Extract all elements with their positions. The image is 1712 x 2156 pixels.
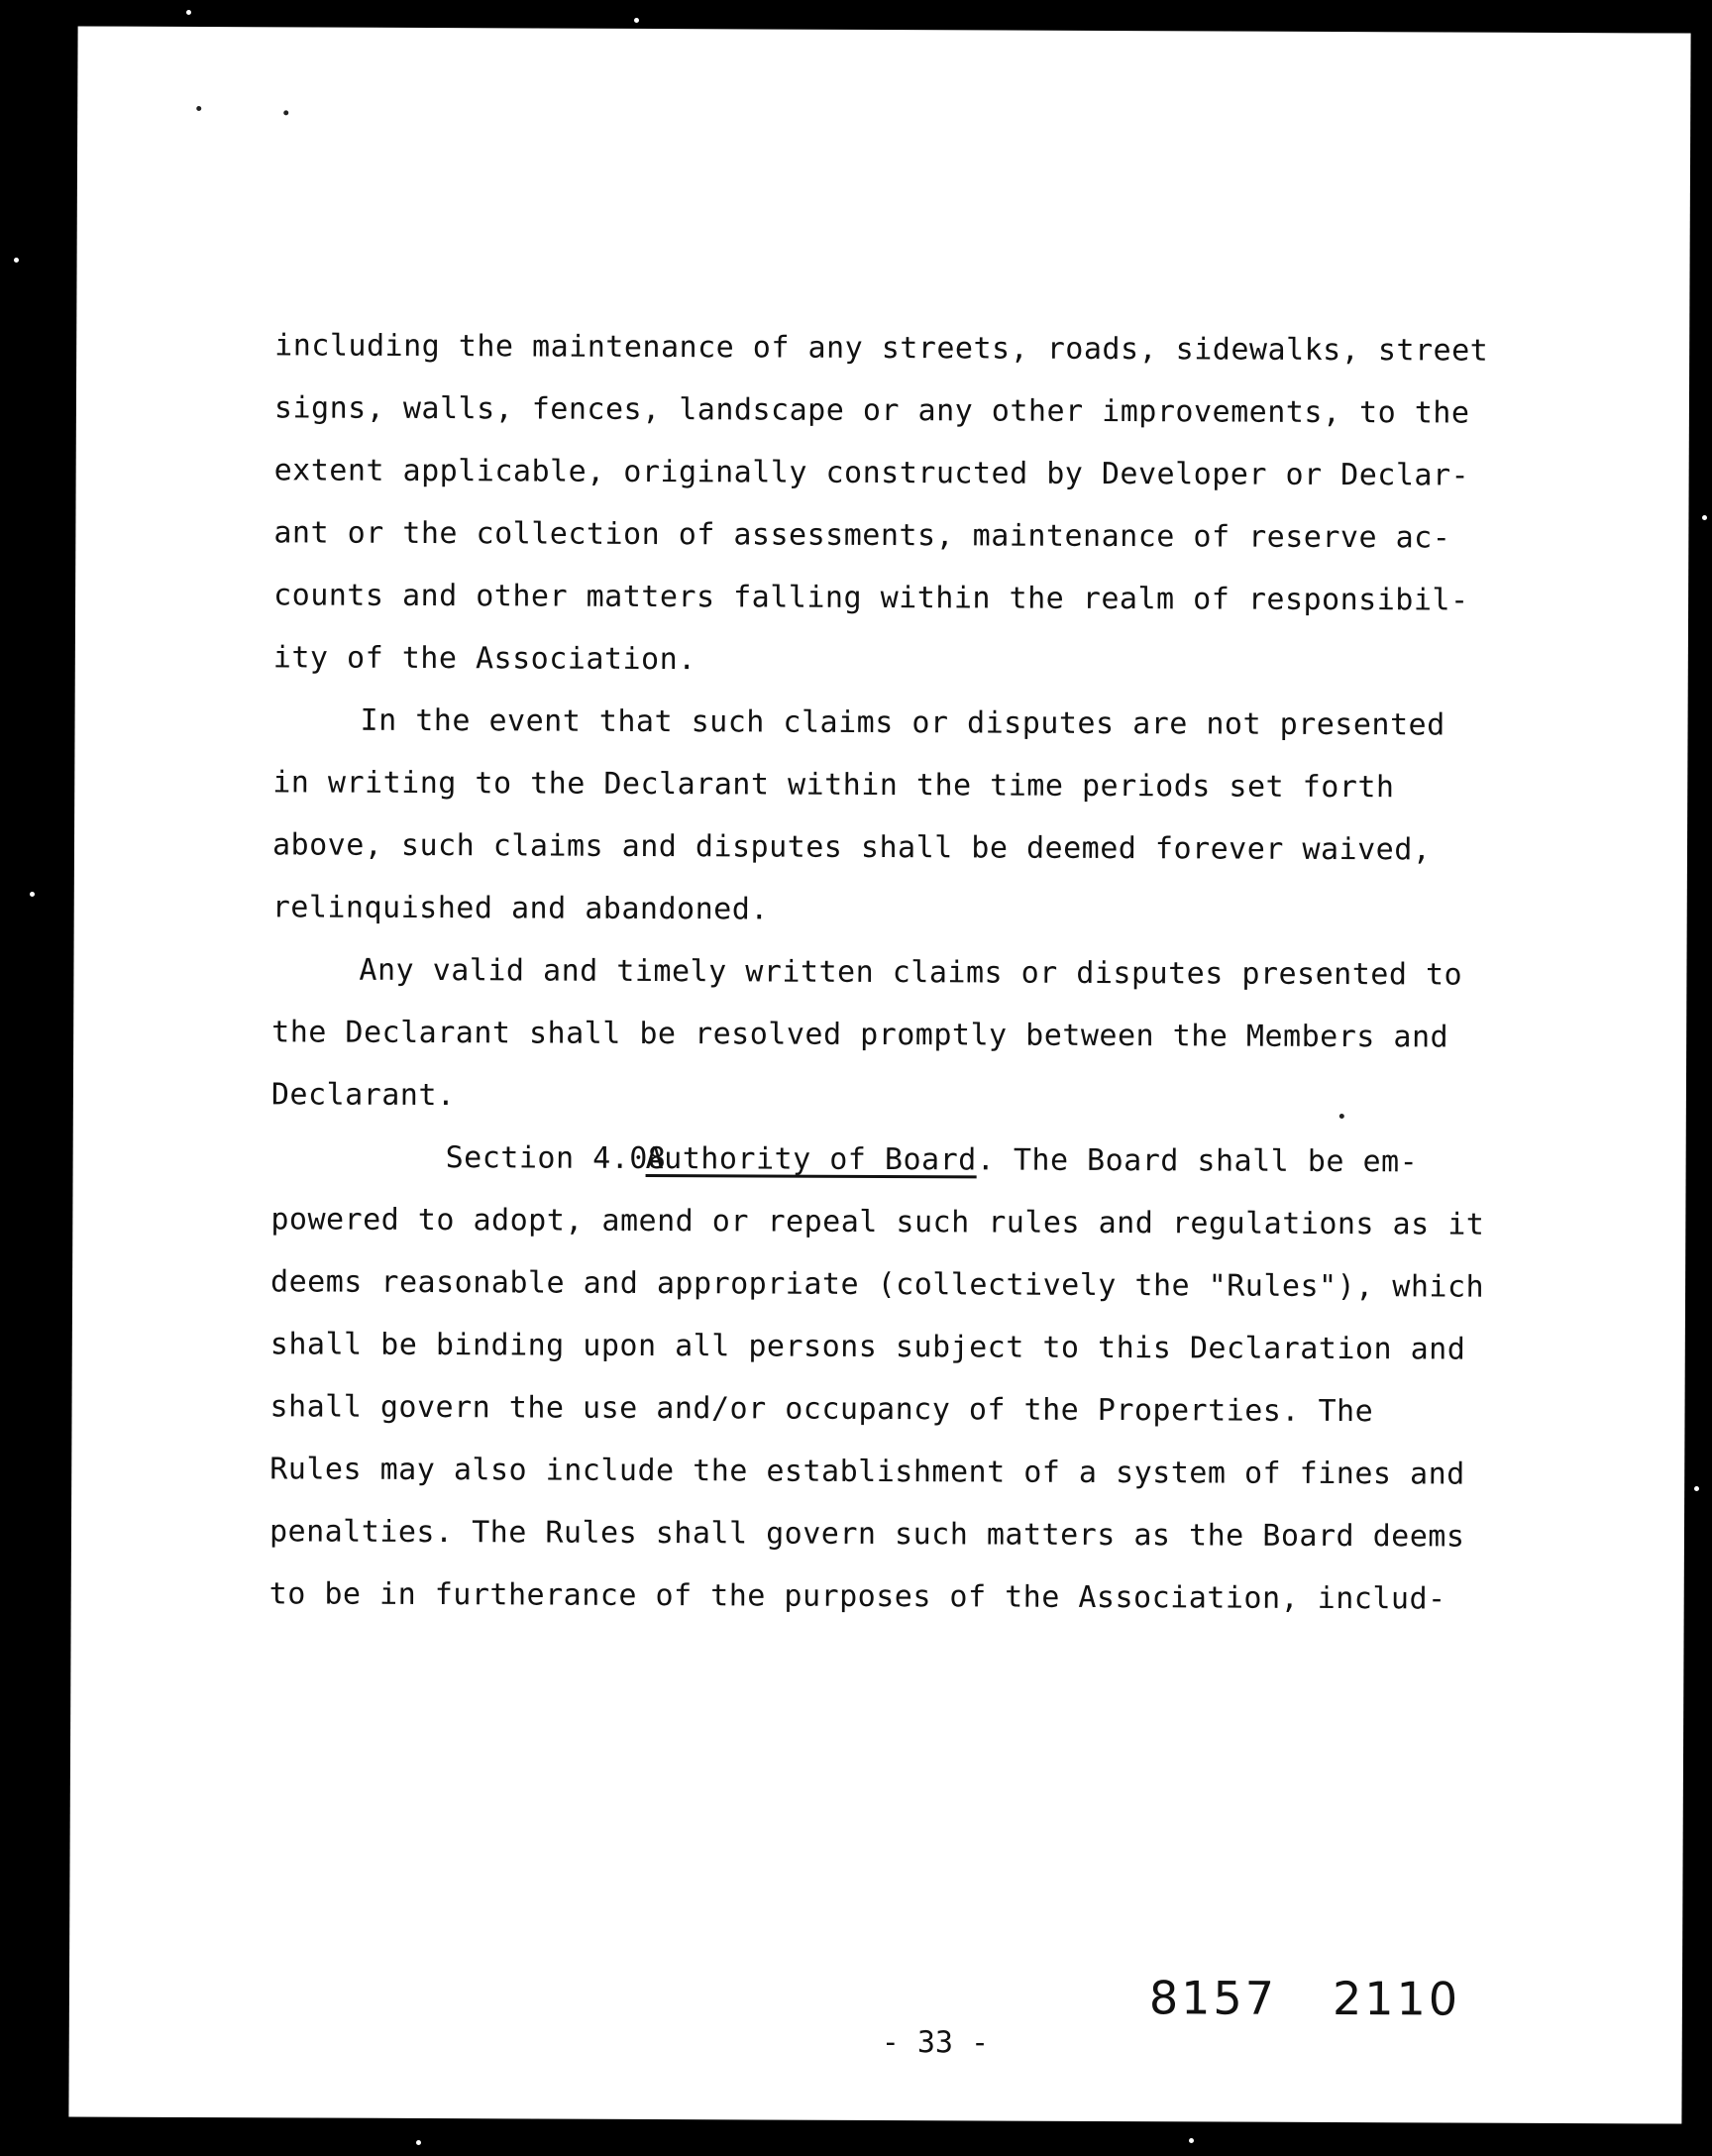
document-body: [269, 314, 1653, 1631]
text-line: deems reasonable and appropriate (collectively the "Rules"), which: [270, 1264, 1485, 1305]
text-line: Rules may also include the establishment of a system of fines and: [269, 1452, 1465, 1492]
text-line: In the event that such claims or disputes are not presented: [360, 702, 1445, 743]
text-line: above, such claims and disputes shall be deemed forever waived,: [271, 827, 1432, 868]
scan-speck: [1702, 515, 1707, 520]
text-line: extent applicable, originally constructed by Developer or Declar-: [273, 453, 1470, 493]
text-line: the Declarant shall be resolved promptly between the Members and: [271, 1015, 1449, 1055]
paper-speck: [196, 106, 201, 111]
text-line: powered to adopt, amend or repeal such rules and regulations as it: [270, 1202, 1485, 1242]
paragraph-maintenance: [273, 314, 1653, 695]
paragraph-claims-resolved: [271, 938, 1650, 1132]
text-line: relinquished and abandoned.: [271, 890, 769, 927]
document-code-part: 2110: [1332, 1972, 1461, 2026]
text-line: signs, walls, fences, landscape or any other improvements, to the: [273, 390, 1470, 431]
paper-sheet: [68, 26, 1690, 2123]
section-number: Section 4.08: [445, 1140, 667, 1177]
paper-speck: [283, 110, 288, 115]
text-line: ant or the collection of assessments, maintenance of reserve ac-: [273, 515, 1451, 556]
text-line: to be in furtherance of the purposes of the Association, includ-: [268, 1576, 1446, 1617]
text-line: Any valid and timely written claims or disputes presented to: [359, 952, 1463, 993]
document-code-part: 8157: [1148, 1971, 1278, 2025]
section-4-08: [269, 1126, 1649, 1631]
page-number: - 33 -: [881, 2025, 990, 2061]
scan-speck: [30, 892, 35, 897]
text-line: shall be binding upon all persons subject to this Declaration and: [269, 1327, 1466, 1367]
text-line: in writing to the Declarant within the time periods set forth: [272, 765, 1395, 806]
text-line: including the maintenance of any streets, roads, sidewalks, street: [274, 328, 1489, 369]
text-line: counts and other matters falling within the realm of responsibil-: [273, 578, 1469, 618]
section-heading: Authority of Board: [645, 1140, 977, 1178]
paragraph-claims-waived: [272, 689, 1651, 944]
section-first-line: [270, 1126, 1648, 1194]
scan-speck: [634, 18, 639, 23]
document-code: [1149, 1971, 1460, 2025]
scan-speck: [14, 258, 19, 263]
text-line: Declarant.: [270, 1077, 456, 1114]
scan-speck: [1189, 2138, 1194, 2143]
text-line: penalties. The Rules shall govern such matters as the Board deems: [268, 1514, 1465, 1555]
section-first-line-text: . The Board shall be em-: [976, 1142, 1419, 1180]
text-line: shall govern the use and/or occupancy of the Properties. The: [269, 1389, 1374, 1430]
text-line: ity of the Association.: [272, 640, 696, 678]
scan-speck: [1694, 1486, 1699, 1491]
scan-speck: [416, 2140, 421, 2145]
scan-speck: [186, 10, 191, 15]
